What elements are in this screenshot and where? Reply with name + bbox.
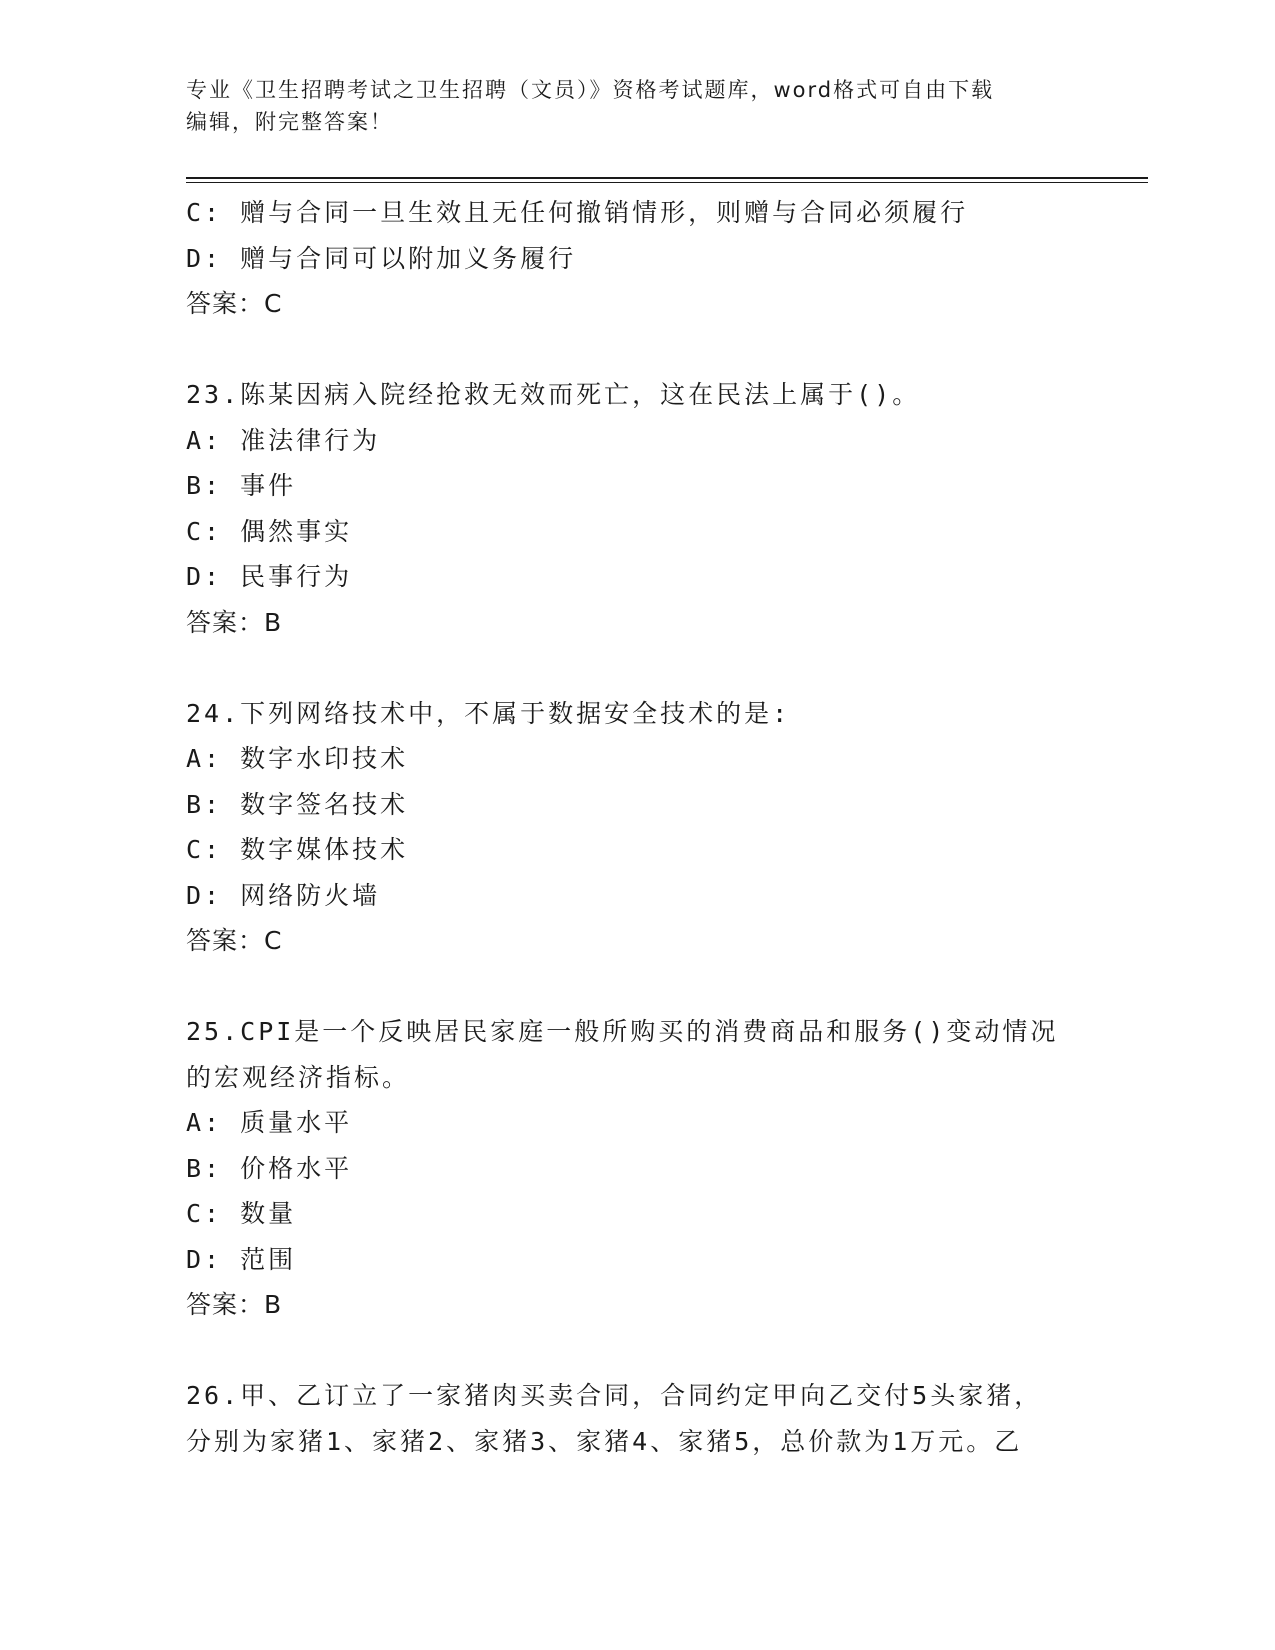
question-stem-line-1: 25.CPI是一个反映居民家庭一般所购买的消费商品和服务()变动情况 (186, 1017, 1059, 1046)
question-24 (186, 691, 1086, 964)
header-rule-thick (186, 177, 1148, 179)
question-23 (186, 372, 1086, 645)
option-b: B: 数字签名技术 (186, 789, 409, 819)
option-a: A: 准法律行为 (186, 425, 381, 455)
question-stem: 23.陈某因病入院经抢救无效而死亡，这在民法上属于()。 (186, 380, 921, 409)
option-c: C: 数字媒体技术 (186, 835, 409, 864)
question-stem: 24.下列网络技术中，不属于数据安全技术的是: (186, 698, 791, 728)
header-line-2: 编辑，附完整答案！ (186, 110, 393, 134)
option-b: B: 价格水平 (186, 1153, 353, 1183)
header-line-1: 专业《卫生招聘考试之卫生招聘（文员）》资格考试题库，word格式可自由下载 (186, 78, 995, 102)
option-c: C: 赠与合同一旦生效且无任何撤销情形，则赠与合同必须履行 (186, 198, 969, 227)
option-a: A: 质量水平 (186, 1108, 353, 1137)
option-d: D: 民事行为 (186, 562, 353, 591)
option-c: C: 偶然事实 (186, 516, 353, 546)
answer: 答案：B (186, 607, 283, 637)
question-stem-line-2: 分别为家猪1、家猪2、家猪3、家猪4、家猪5，总价款为1万元。乙 (186, 1426, 1023, 1456)
answer: 答案：B (186, 1290, 283, 1319)
document-header (186, 74, 1066, 138)
answer: 答案：C (186, 926, 283, 955)
option-d: D: 网络防火墙 (186, 880, 381, 910)
header-rule-thin (186, 182, 1148, 183)
question-stem-line-1: 26.甲、乙订立了一家猪肉买卖合同，合同约定甲向乙交付5头家猪， (186, 1381, 1043, 1410)
question-25 (186, 1009, 1086, 1328)
option-d: D: 范围 (186, 1244, 297, 1274)
option-b: B: 事件 (186, 471, 297, 500)
option-d: D: 赠与合同可以附加义务履行 (186, 243, 577, 273)
question-fragment (186, 190, 1086, 327)
question-stem-line-2: 的宏观经济指标。 (186, 1062, 411, 1092)
question-list (186, 190, 1086, 1464)
option-a: A: 数字水印技术 (186, 744, 409, 773)
question-26 (186, 1373, 1086, 1464)
option-c: C: 数量 (186, 1199, 297, 1228)
answer: 答案：C (186, 289, 283, 318)
